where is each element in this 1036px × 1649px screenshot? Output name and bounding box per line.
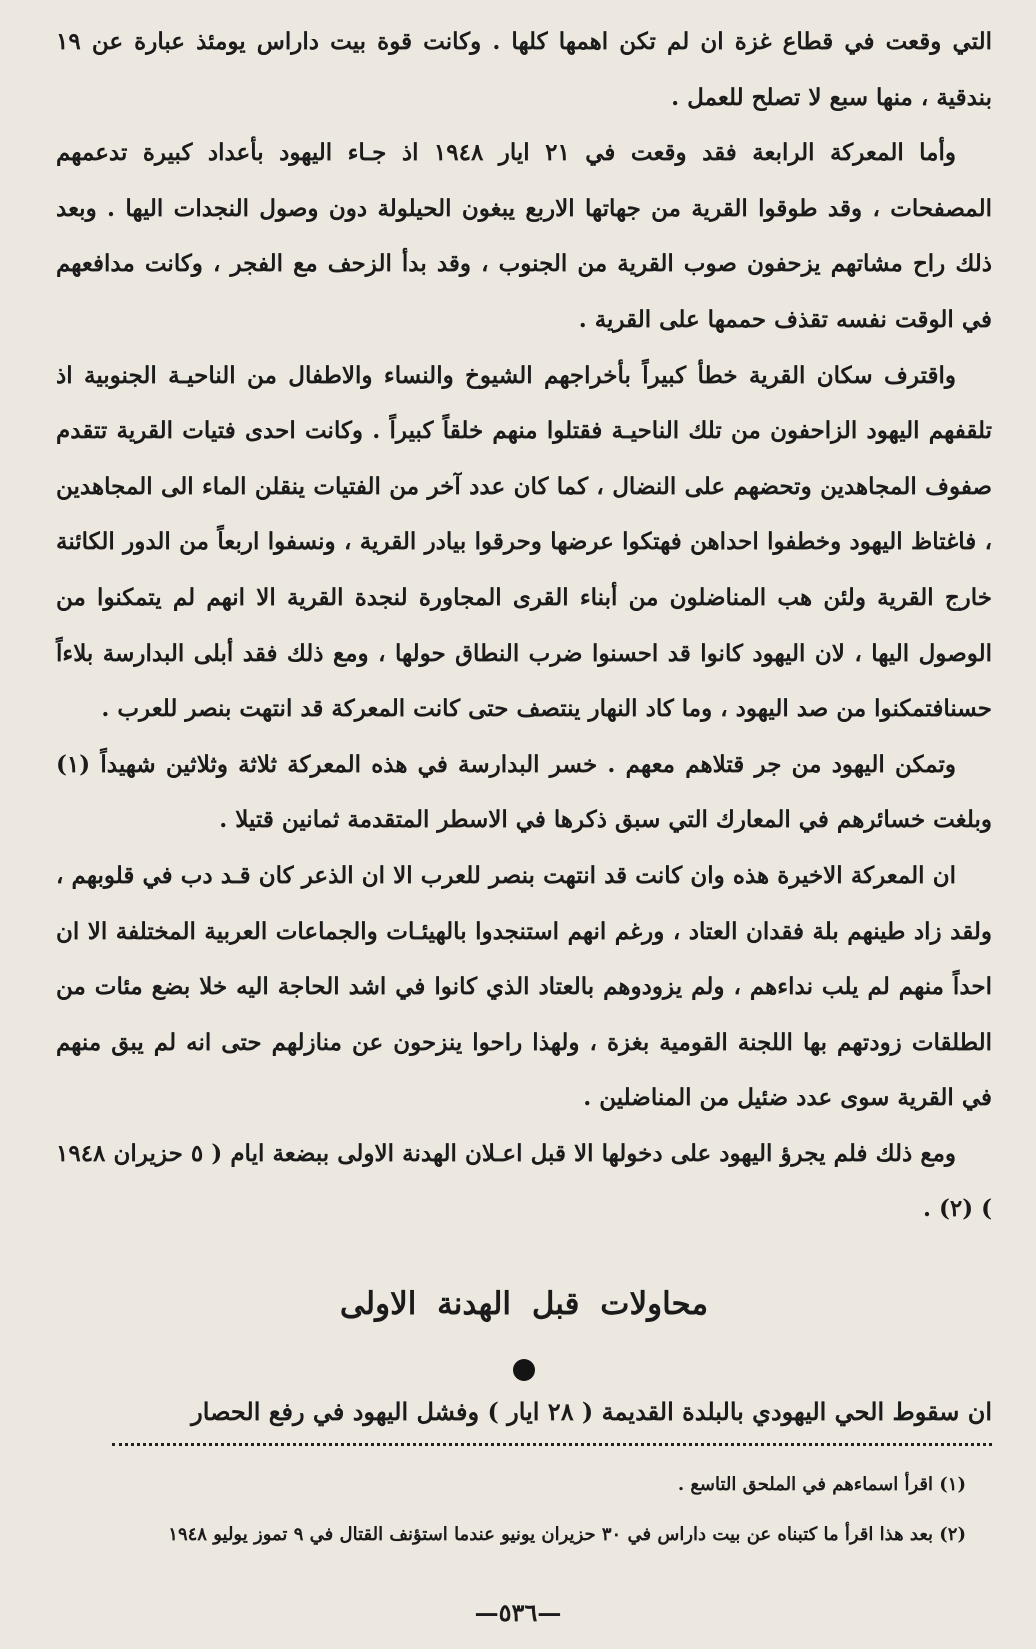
footnote: (١) اقرأ اسماءهم في الملحق التاسع . [677, 1474, 966, 1496]
body-text [56, 14, 992, 1237]
paragraph: وتمكن اليهود من جر قتلاهم معهم . خسر البدارسة في هذه المعركة ثلاثة وثلاثين شهيداً (١) وبلغت خسائرهم في المعارك التي سبق ذكرها في الاسطر المتقدمة ثمانين قتيلا . [56, 750, 992, 834]
paragraph: ان المعركة الاخيرة هذه وان كانت قد انتهت بنصر للعرب الا ان الذعر كان قـد دب في قلوبهم ، ولقد زاد طينهم بلة فقدان العتاد ، ورغم انهم استنجدوا بالهيئـات والجماعات العربية المختلفة الا ان احداً منهم لم يلب نداءهم ، ولم يزودوهم بالعتاد الذي كانوا في اشد الحاجة اليه خلا بضع مئات من الطلقات زودتهم بها اللجنة القومية بغزة ، ولهذا راحوا ينزحون عن منازلهم حتى انه لم يبق منهم في القرية سوى عدد ضئيل من المناضلين . [56, 861, 992, 1112]
paragraph: ومع ذلك فلم يجرؤ اليهود على دخولها الا قبل اعـلان الهدنة الاولى ببضعة ايام ( ٥ حزيران ١٩٤٨ ) (٢) . [56, 1139, 992, 1223]
paragraph: واقترف سكان القرية خطأ كبيراً بأخراجهم الشيوخ والنساء والاطفال من الناحيـة الجنوبية اذ تلقفهم اليهود الزاحفون من تلك الناحيـة فقتلوا منهم خلقاً كبيراً . وكانت احدى فتيات القرية تتقدم صفوف المجاهدين وتحضهم على النضال ، كما كان عدد آخر من الفتيات ينقلن الماء الى المجاهدين ، فاغتاظ اليهود وخطفوا احداهن فهتكوا عرضها وحرقوا بيادر القرية ، ونسفوا اربعاً من الدور الكائنة خارج القرية ولئن هب المناضلون من أبناء القرى المجاورة لنجدة القرية الا انهم لم يتمكنوا من الوصول اليها ، لان اليهود كانوا قد احسنوا ضرب النطاق حولها ، ومع ذلك فقد أبلى البدارسة بلاءاً حسنافتمكنوا من صد اليهود ، وما كاد النهار ينتصف حتى كانت المعركة قد انتهت بنصر للعرب . [56, 361, 992, 723]
paragraph-continuation: التي وقعت في قطاع غزة ان لم تكن اهمها كلها . وكانت قوة بيت داراس يومئذ عبارة عن ١٩ بندقية ، منها سبع لا تصلح للعمل . [56, 28, 992, 111]
footnote-divider [112, 1443, 992, 1446]
page-number: —٥٣٦— [474, 1598, 562, 1627]
bullet-dot-icon [513, 1359, 535, 1381]
footnote: (٢) بعد هذا اقرأ ما كتبناه عن بيت داراس في ٣٠ حزيران يونيو عندما استؤنف القتال في ٩ تموز يوليو ١٩٤٨ [168, 1524, 966, 1546]
section-heading: محاولات قبل الهدنة الاولى [339, 1286, 709, 1323]
footnotes [56, 1460, 992, 1560]
paragraph: وأما المعركة الرابعة فقد وقعت في ٢١ ايار ١٩٤٨ اذ جـاء اليهود بأعداد كبيرة تدعمهم المصفحات ، وقد طوقوا القرية من جهاتها الاربع يبغون الحيلولة دون وصول النجدات اليها . وبعد ذلك راح مشاتهم يزحفون صوب القرية من الجنوب ، وقد بدأ الزحف مع الفجر ، وكانت مدافعهم في الوقت نفسه تقذف حممها على القرية . [56, 139, 992, 333]
subsection-heading: ان سقوط الحي اليهودي بالبلدة القديمة ( ٢٨ ايار ) وفشل اليهود في رفع الحصار [191, 1397, 992, 1427]
